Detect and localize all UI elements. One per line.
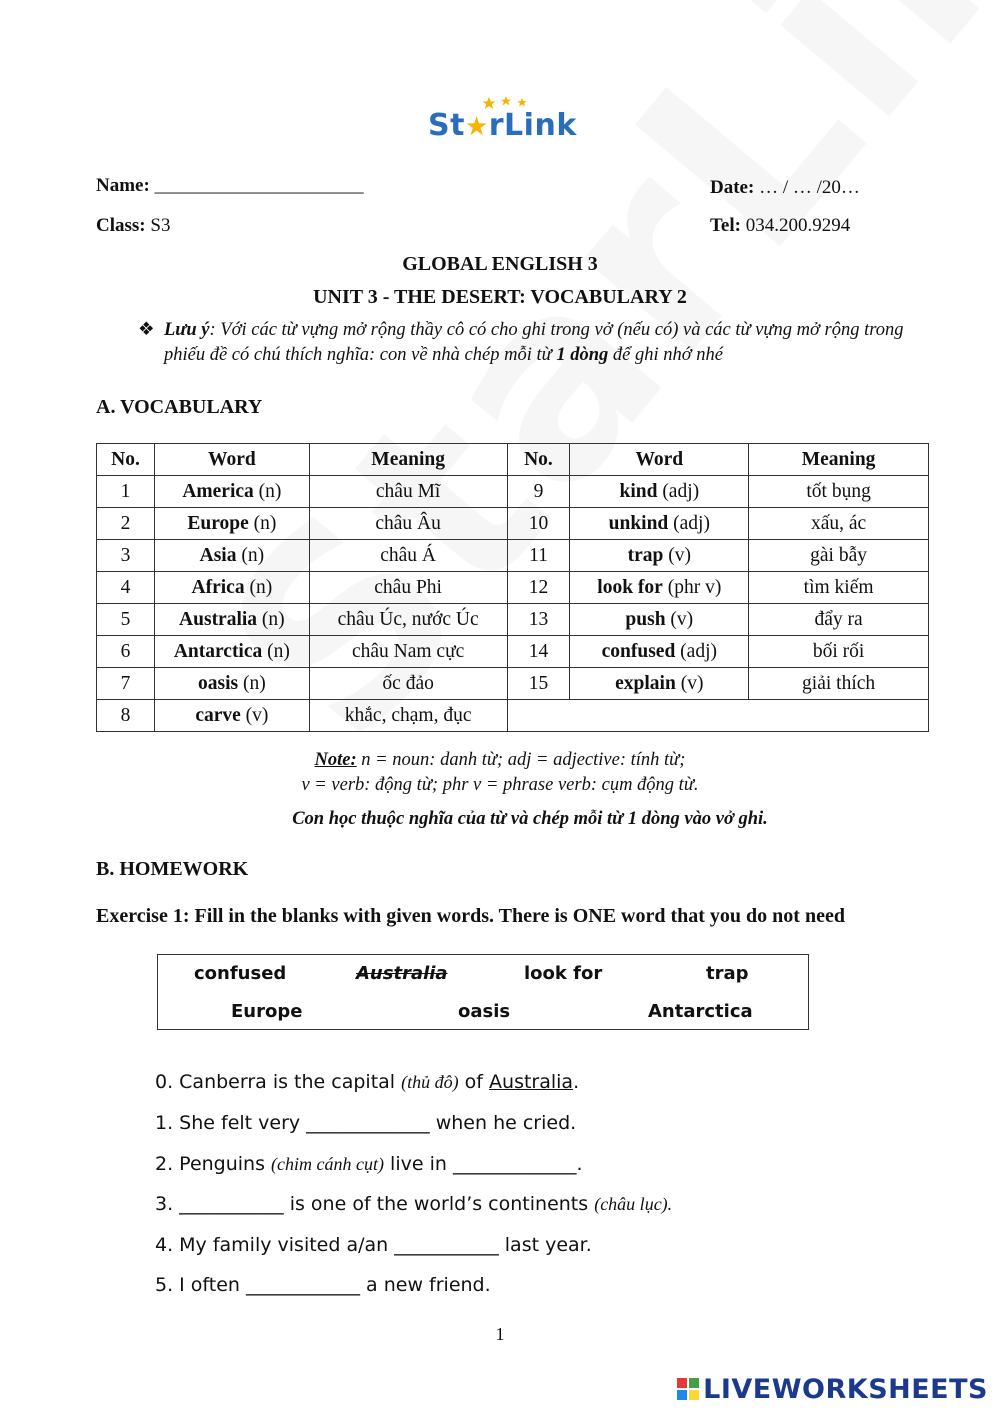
question-4: 4. My family visited a/an ___________ last year.: [155, 1234, 592, 1256]
cell-no: 1: [97, 476, 155, 508]
tel-field: Tel: 034.200.9294: [710, 215, 851, 236]
cell-no: 13: [507, 604, 570, 636]
learn-instruction: Con học thuộc nghĩa của từ và chép mỗi từ 1 dòng vào vở ghi.: [292, 809, 768, 829]
word-bank-item: Antarctica: [648, 1001, 753, 1022]
col-header: Meaning: [309, 444, 507, 476]
table-row: [97, 604, 929, 636]
table-row: [97, 636, 929, 668]
cell-word: America (n): [154, 476, 309, 508]
question-5: 5. I often ____________ a new friend.: [155, 1274, 491, 1296]
col-header: No.: [507, 444, 570, 476]
cell-no: 10: [507, 508, 570, 540]
liveworksheets-icon: [677, 1378, 699, 1400]
cell-meaning: châu Á: [309, 540, 507, 572]
cell-meaning: châu Âu: [309, 508, 507, 540]
word-bank-item: look for: [524, 963, 603, 984]
page-number: 1: [495, 1324, 505, 1344]
cell-no: 14: [507, 636, 570, 668]
cell-word: oasis (n): [154, 668, 309, 700]
cell-word: look for (phr v): [570, 572, 749, 604]
table-row: [97, 508, 929, 540]
cell-meaning: tốt bụng: [749, 476, 929, 508]
cell-word: carve (v): [154, 700, 309, 732]
cell-word: Asia (n): [154, 540, 309, 572]
section-a-heading: A. VOCABULARY: [96, 396, 263, 418]
cell-word: trap (v): [570, 540, 749, 572]
cell-word: Australia (n): [154, 604, 309, 636]
section-b-heading: B. HOMEWORK: [96, 858, 249, 880]
cell-meaning: châu Úc, nước Úc: [309, 604, 507, 636]
table-row: [97, 572, 929, 604]
cell-empty: [507, 700, 929, 732]
word-bank-item: confused: [194, 963, 287, 984]
cell-no: 2: [97, 508, 155, 540]
col-header: Word: [570, 444, 749, 476]
question-0: 0. Canberra is the capital (thủ đô) of Australia.: [155, 1071, 580, 1093]
word-bank-item: trap: [706, 963, 749, 984]
cell-no: 8: [97, 700, 155, 732]
word-bank-item: oasis: [458, 1001, 511, 1022]
word-bank-item-used: Australia: [356, 963, 448, 984]
cell-word: kind (adj): [570, 476, 749, 508]
cell-word: confused (adj): [570, 636, 749, 668]
cell-meaning: châu Mĩ: [309, 476, 507, 508]
question-3: 3. ___________ is one of the world’s continents (châu lục).: [155, 1193, 673, 1215]
cell-word: unkind (adj): [570, 508, 749, 540]
cell-word: Europe (n): [154, 508, 309, 540]
cell-no: 4: [97, 572, 155, 604]
question-1: 1. She felt very _____________ when he cried.: [155, 1112, 577, 1134]
col-header: Word: [154, 444, 309, 476]
notice: ❖ Lưu ý: Với các từ vựng mở rộng thầy cô có cho ghi trong vở (nếu có) và các từ vựng mở rộng trong phiếu đề có chú thích nghĩa: con về nhà chép mỗi từ 1 dòng để ghi nhớ nhé: [138, 320, 904, 365]
date-field: Date: … / … /20…: [710, 177, 860, 198]
question-2: 2. Penguins (chim cánh cụt) live in _____________.: [155, 1153, 583, 1175]
cell-meaning: giải thích: [749, 668, 929, 700]
vocabulary-table: [96, 443, 929, 732]
liveworksheets-brand: LIVEWORKSHEETS: [677, 1374, 988, 1405]
cell-meaning: tìm kiếm: [749, 572, 929, 604]
word-bank: [157, 954, 809, 1030]
table-row: [97, 668, 929, 700]
example-answer: Australia: [489, 1071, 574, 1093]
word-bank-item: Europe: [231, 1001, 303, 1022]
course-title: GLOBAL ENGLISH 3: [402, 253, 598, 275]
cell-word: Africa (n): [154, 572, 309, 604]
star-icon: ★: [464, 112, 489, 142]
cell-no: 3: [97, 540, 155, 572]
cell-word: explain (v): [570, 668, 749, 700]
cell-no: 6: [97, 636, 155, 668]
cell-meaning: bối rối: [749, 636, 929, 668]
cell-meaning: châu Phi: [309, 572, 507, 604]
cell-word: push (v): [570, 604, 749, 636]
unit-title: UNIT 3 - THE DESERT: VOCABULARY 2: [313, 286, 687, 308]
cell-word: Antarctica (n): [154, 636, 309, 668]
cell-meaning: ốc đảo: [309, 668, 507, 700]
name-field: Name: ______________________: [96, 175, 364, 196]
table-row: [97, 540, 929, 572]
cell-meaning: gài bẫy: [749, 540, 929, 572]
bullet-icon: ❖: [138, 320, 155, 340]
starlink-logo: [428, 96, 598, 152]
class-field: Class: S3: [96, 215, 171, 236]
table-row: [97, 476, 929, 508]
table-row: [97, 700, 929, 732]
cell-meaning: xấu, ác: [749, 508, 929, 540]
pos-note: Note: n = noun: danh từ; adj = adjective: tính từ; v = verb: động từ; phr v = phrase verb: cụm động từ.: [301, 750, 699, 795]
cell-no: 11: [507, 540, 570, 572]
cell-no: 9: [507, 476, 570, 508]
table-header-row: [97, 444, 929, 476]
cell-no: 7: [97, 668, 155, 700]
exercise-1-title: Exercise 1: Fill in the blanks with given words. There is ONE word that you do not need: [96, 905, 845, 927]
cell-meaning: châu Nam cực: [309, 636, 507, 668]
cell-no: 15: [507, 668, 570, 700]
cell-meaning: khắc, chạm, đục: [309, 700, 507, 732]
col-header: No.: [97, 444, 155, 476]
cell-meaning: đẩy ra: [749, 604, 929, 636]
cell-no: 12: [507, 572, 570, 604]
logo-text: St★rLink: [428, 108, 577, 143]
col-header: Meaning: [749, 444, 929, 476]
cell-no: 5: [97, 604, 155, 636]
